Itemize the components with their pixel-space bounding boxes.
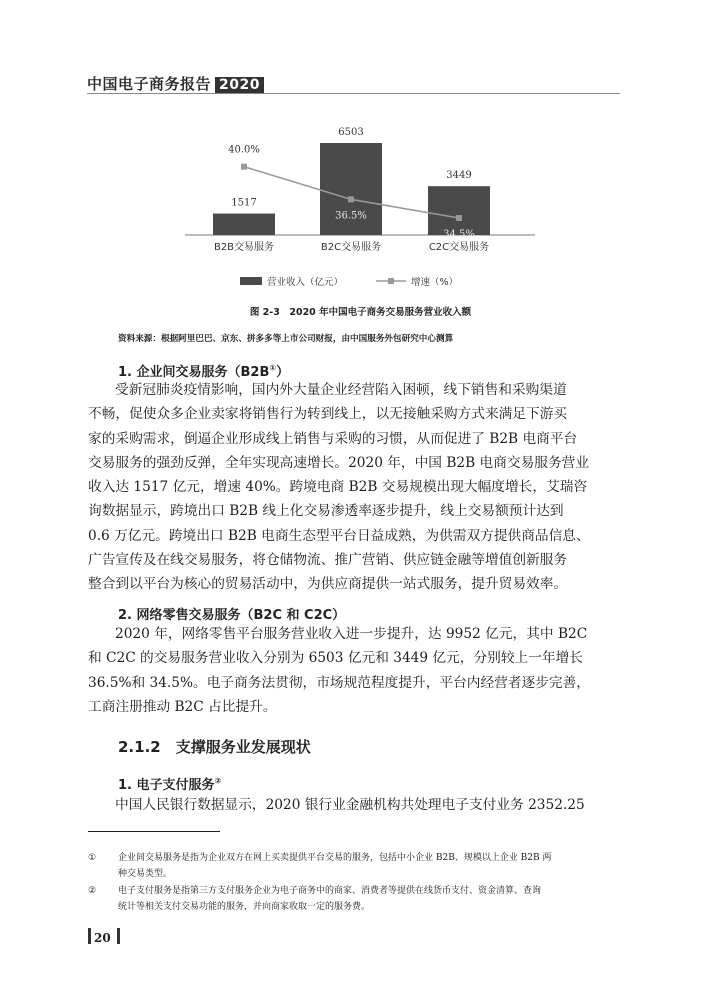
- growth-point: [456, 215, 462, 221]
- growth-label: 34.5%: [443, 229, 475, 240]
- report-year: 2020: [215, 77, 264, 93]
- legend-label-bar: 营业收入（亿元）: [267, 277, 344, 288]
- growth-point: [241, 164, 247, 170]
- text-line: 收入达 1517 亿元，增速 40%。跨境电商 B2B 交易规模出现大幅度增长，艾瑞咨: [88, 479, 588, 496]
- footnote-ref-2[interactable]: ②: [214, 776, 222, 786]
- b2c-paragraph: [88, 622, 621, 719]
- footnote-mark: ②: [88, 886, 97, 896]
- text-line: 广告宣传及在线交易服务，将仓储物流、推广营销、供应链金融等增值创新服务: [88, 552, 568, 569]
- report-title: 中国电子商务报告: [87, 75, 212, 93]
- section-heading-b2b-text: 1. 企业间交易服务（B2B: [118, 365, 270, 380]
- footnote-1: [88, 850, 621, 882]
- footnote-line: 电子支付服务是指第三方支付服务企业为电子商务中的商家、消费者等提供在线货币支付、资金清算、查询: [118, 886, 542, 896]
- text-line: 家的采购需求，倒逼企业形成线上销售与采购的习惯，从而促进了 B2B 电商平台: [88, 430, 578, 447]
- bar-value-label: 3449: [446, 170, 472, 182]
- growth-point: [348, 196, 354, 202]
- chart-legend: [240, 276, 458, 288]
- payment-paragraph: [88, 793, 621, 817]
- bar: [428, 186, 490, 235]
- legend-swatch-bar: [240, 277, 262, 285]
- category-label: B2C交易服务: [320, 242, 382, 253]
- legend-label-line: 增速（%）: [411, 277, 459, 288]
- text-line: 2020 年，网络零售平台服务营业收入进一步提升，达 9952 亿元，其中 B2C: [115, 626, 588, 642]
- text-line: 0.6 万亿元。跨境出口 B2B 电商生态型平台日益成熟，为供需双方提供商品信息、: [88, 527, 590, 544]
- footnote-line: 种交易类型。: [118, 869, 173, 879]
- header-rule: [87, 93, 620, 94]
- bar: [213, 214, 275, 235]
- text-line: 36.5%和 34.5%。电子商务法贯彻，市场规范程度提升，平台内经营者逐步完善，: [88, 674, 590, 691]
- page-number-bar-right: [117, 928, 120, 944]
- text-line: 受新冠肺炎疫情影响，国内外大量企业经营陷入困顿，线下销售和采购渠道: [115, 382, 567, 398]
- figure-source: 资料来源：根据阿里巴巴、京东、拼多多等上市公司财报，由中国服务外包研究中心测算: [118, 334, 454, 344]
- footnote-line: 企业间交易服务是指为企业双方在网上买卖提供平台交易的服务，包括中小企业 B2B、规模以上企业 B2B 两: [118, 853, 552, 863]
- text-line: 工商注册推动 B2C 占比提升。: [88, 698, 277, 715]
- page-number: 20: [94, 931, 111, 945]
- section-heading-b2c: 2. 网络零售交易服务（B2C 和 C2C）: [118, 608, 346, 623]
- figure-caption: 图 2-3 2020 年中国电子商务交易服务营业收入额: [249, 307, 472, 318]
- legend-swatch-point: [388, 278, 394, 284]
- report-header: [87, 73, 264, 94]
- text-line: 交易服务的强劲反弹，全年实现高速增长。2020 年，中国 B2B 电商交易服务营业: [88, 454, 590, 471]
- bar-value-label: 1517: [231, 197, 257, 209]
- growth-label: 36.5%: [335, 210, 367, 222]
- text-line: 不畅，促使众多企业卖家将销售行为转到线上，以无接触采购方式来满足下游买: [88, 406, 568, 423]
- category-label: B2B交易服务: [213, 242, 275, 253]
- text-line: 询数据显示，跨境出口 B2B 线上化交易渗透率逐步提升，线上交易额预计达到: [88, 503, 564, 520]
- bar-value-label: 6503: [338, 127, 364, 138]
- subsection-heading: 2.1.2 支撑服务业发展现状: [118, 738, 311, 756]
- footnote-ref-1[interactable]: ①: [269, 363, 277, 373]
- footnote-2: [88, 883, 621, 915]
- footnote-mark: ①: [88, 853, 97, 863]
- section-heading-payment: [118, 774, 221, 793]
- growth-label: 40.0%: [228, 144, 260, 156]
- text-line: 中国人民银行数据显示，2020 银行业金融机构共处理电子支付业务 2352.25: [115, 797, 585, 813]
- text-line: 和 C2C 的交易服务营业收入分别为 6503 亿元和 3449 亿元，分别较上一年增长: [88, 650, 583, 667]
- b2b-paragraph: [88, 378, 621, 597]
- text-line: 整合到以平台为核心的贸易活动中，为供应商提供一站式服务，提升贸易效率。: [88, 576, 568, 593]
- footnote-line: 统计等相关支付交易功能的服务，并向商家收取一定的服务费。: [118, 902, 371, 912]
- category-label: C2C交易服务: [428, 242, 490, 253]
- page-number-bar-left: [88, 928, 91, 944]
- revenue-chart: [180, 110, 540, 300]
- section-heading-b2b-end: ）: [276, 365, 290, 380]
- section-heading-payment-text: 1. 电子支付服务: [118, 778, 215, 793]
- footnote-rule: [88, 831, 220, 832]
